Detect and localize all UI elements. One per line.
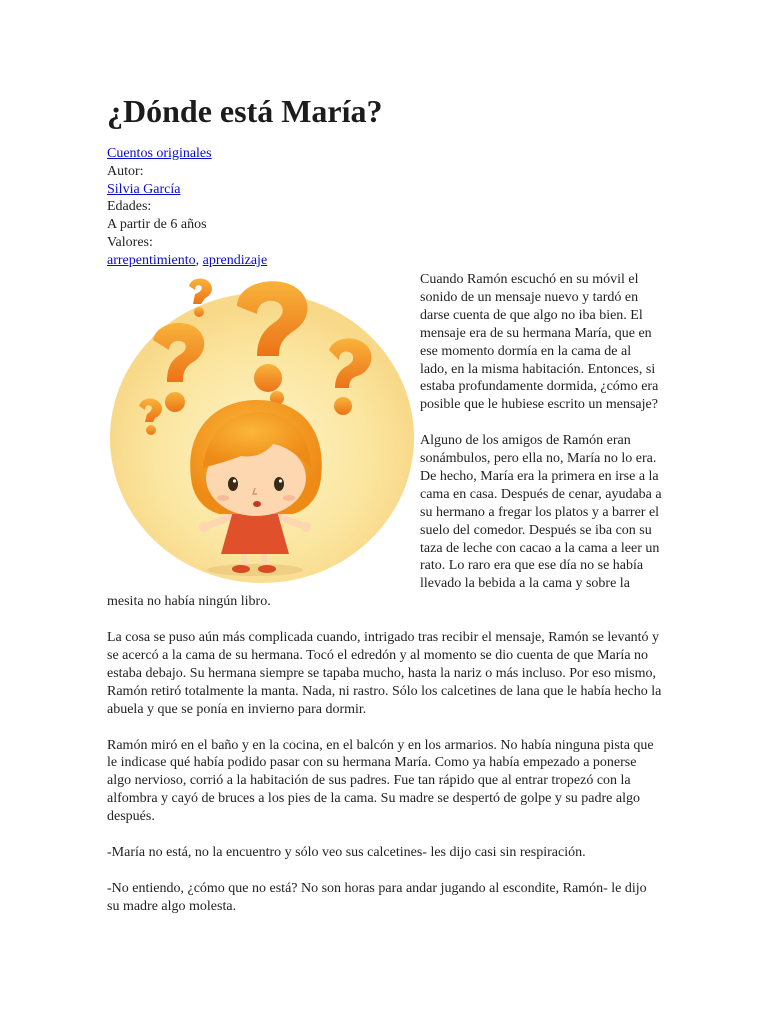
author-link[interactable]: Silvia García: [107, 181, 181, 197]
story-paragraph-3: La cosa se puso aún más complicada cuando, intrigado tras recibir el mensaje, Ramón se levantó y se acercó a la cama de su hermana. Tocó el edredón y al momento se dio cuenta de que María no estaba debajo. Su hermana siempre se tapaba mucho, hasta la nariz o más incluso. Por eso mismo, Ramón retiró totalmente la manta. Nada, ni rastro. Sólo los calcetines de lana que le había hecho la abuela y que se ponía en invierno para dormir.: [107, 630, 662, 717]
value-link-aprendizaje[interactable]: aprendizaje: [202, 252, 268, 268]
story-paragraph-4: Ramón miró en el baño y en la cocina, en el balcón y en los armarios. No había ninguna pista que le indicase qué había podido pasar con su hermana María. Como ya había empezado a ponerse algo nervioso, corrió a la habitación de sus padres. Fue tan rápido que al entrar tropezó con la alfombra y cayó de bruces a los pies de la cama. Su madre se despertó de golpe y su padre algo después.: [107, 737, 654, 825]
author-label: Autor:: [107, 163, 144, 179]
ages-label: Edades:: [107, 199, 152, 215]
story-paragraph-5: -María no está, no la encuentro y sólo veo sus calcetines- les dijo casi sin respiración.: [107, 844, 586, 860]
ages-value: A partir de 6 años: [107, 217, 207, 233]
value-link-arrepentimiento[interactable]: arrepentimiento: [107, 252, 196, 268]
story-paragraph-2: Alguno de los amigos de Ramón eran sonámbulos, pero ella no, María no lo era. De hecho, María era la primera en irse a la cama en casa. Después de cenar, ayudaba a su hermano a fregar los platos y a barrer el suelo del comedor. Después se iba con su taza de leche con cacao a la cama a leer un rato. Lo raro era que ese día no se había llevado la bebida a la cama y sobre la mesita no había ningún libro.: [107, 433, 662, 610]
value-separator: ,: [195, 252, 203, 268]
values-links: [107, 252, 267, 270]
story-body: [107, 271, 662, 933]
category-link[interactable]: Cuentos originales: [107, 146, 212, 161]
story-paragraph-1: Cuando Ramón escuchó en su móvil el sonido de un mensaje nuevo y tardó en darse cuenta de que algo no iba bien. El mensaje era de su hermana María, que en ese momento dormía en la cama de al lado, en la misma habitación. Entonces, si estaba profundamente dormida, ¿cómo era posible que le hubiese escrito un mensaje?: [420, 272, 659, 413]
story-metadata: [107, 145, 267, 270]
story-paragraph-6: -No entiendo, ¿cómo que no está? No son horas para andar jugando al escondite, Ramón- le dijo su madre algo molesta.: [107, 880, 647, 914]
story-title: ¿Dónde está María?: [107, 93, 383, 129]
values-label: Valores:: [107, 234, 153, 250]
